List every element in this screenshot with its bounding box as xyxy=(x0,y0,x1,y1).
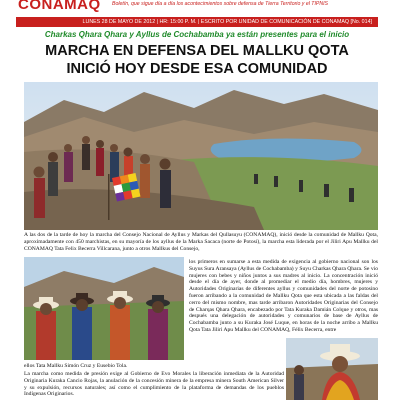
article-intro: A las dos de la tarde de hoy la marcha del Consejo Nacional de Ayllus y Markas del Qullasuyu (CONAMAQ), inició desde la comunidad de Mallku Qota, aproximadamente con 450 marchistas, en su mayoría de los ayllus de la Marka Sacaca (norte de Potosí), la marcha esta liderada por el Jiliri Apu Mallku del CONAMAQ Tata Felix Becerra Villcarana, junto a otros Mallkus del Consejo, xyxy=(24,232,378,252)
woman-photo xyxy=(286,338,378,400)
woman-photo-illustration xyxy=(286,338,378,400)
crowd-photo-illustration xyxy=(24,257,184,360)
newsletter-page xyxy=(14,0,380,400)
headline xyxy=(14,42,380,78)
article-right-column: los primeros en sumarse a esta medida de exigencia al gobierno nacional son los Suyus Sura Aransaya (Ayllus de Cochabamba) y Suyu Charkas Qhara Qhara. Se vio mujeres con bebes y niños juntos a sus madres al inicio. La concentración inició desde el día de ayer, donde al promediar el medio día, hombres, mujeres y Autoridades Originarias de diferentes ayllus y comunidades del norte de potosino fueron arribando a la comunidad de Mallku Qota que esta ubicada a las faldas del cerro del mismo nombre, mas tarde arribaron Autoridades Originarias del Consejo de Charqas Qhara Qhara, encabezado por Tata Kuraka Damián Colque y otros, mas después una delegación de autoridades y comunarios de base de Ayllus de Cochabamba junto a su Kuraka José Luque, en horas de la noche arribo a Mallku Qota Tata Jiliri Apu Mallku del CONAMAQ, Félix Becerra, entre xyxy=(189,259,378,333)
masthead xyxy=(14,0,380,14)
headline-line-2: INICIÓ HOY DESDE ESA COMUNIDAD xyxy=(66,61,328,77)
article-demands: La marcha como medida de presión exige al Gobierno de Evo Morales la liberación inmediata de la Autoridad Originaria Kuraka Cancio Rojas, la anulación de la concesión minera de la empresa minera South American Silver y su expulsión, recursos naturales; así como el cumplimiento de la plataforma de demandas de los pueblos Indígenas Originarios. xyxy=(24,371,284,398)
main-march-photo xyxy=(24,82,378,230)
march-photo-illustration xyxy=(24,82,378,230)
crowd-photo xyxy=(24,257,184,360)
headline-line-1: MARCHA EN DEFENSA DEL MALLKU QOTA xyxy=(45,43,349,59)
date-info-bar: LUNES 28 DE MAYO DE 2012 | HR: 15:00 P. M. | ESCRITO POR UNIDAD DE COMUNICACIÓN DE CONAMAQ [No. 014] xyxy=(16,17,378,27)
kicker-subtitle: Charkas Qhara Qhara y Ayllus de Cochabamba ya están presentes para el inicio xyxy=(44,30,350,39)
conamaq-logo: CONAMAQ xyxy=(18,0,101,13)
article-continuation: ellos Tata Mallku Simón Cruz y Eusebio Tola. xyxy=(24,363,128,369)
tagline: Boletín, que sigue día a día los acontecimientos sobre defensa de Tierra Territorio y el TIPNIS xyxy=(112,1,329,7)
